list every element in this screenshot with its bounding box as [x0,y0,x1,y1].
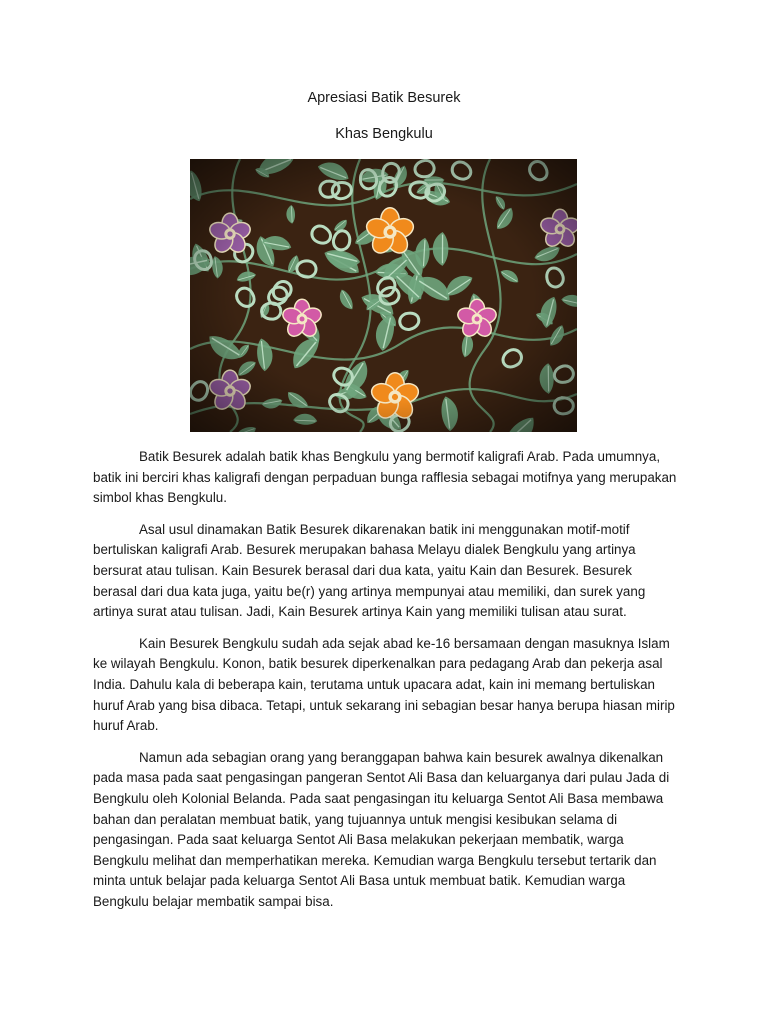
batik-pattern-image [190,159,577,432]
paragraph-4: Namun ada sebagian orang yang beranggapan bahwa kain besurek awalnya dikenalkan pada masa pada saat pengasingan pangeran Sentot Ali Basa dan keluarganya dari pulau Jada di Bengkulu oleh Kolonial Belanda. Pada saat pengasingan itu keluarga Sentot Ali Basa membawa bahan dan peralatan membuat batik, yang tujuannya untuk mengisi kesibukan selama di pengasingan. Pada saat keluarga Sentot Ali Basa melakukan pekerjaan membatik, warga Bengkulu melihat dan memperhatikan mereka. Kemudian warga Bengkulu tersebut tertarik dan minta untuk belajar pada keluarga Sentot Ali Basa untuk membuat batik. Kemudian warga Bengkulu belajar membatik sampai bisa. [93,749,670,909]
article-body [93,447,678,923]
page-title: Apresiasi Batik Besurek [307,90,461,106]
batik-besurek-photo [190,159,577,432]
paragraph-3: Kain Besurek Bengkulu sudah ada sejak abad ke-16 bersamaan dengan masuknya Islam ke wilayah Bengkulu. Konon, batik besurek diperkenalkan para pedagang Arab dan pekerja asal India. Dahulu kala di beberapa kain, terutama untuk upacara adat, kain ini memang bertuliskan huruf Arab yang bisa dibaca. Tetapi, untuk sekarang ini sebagian besar hanya berupa hiasan mirip huruf Arab. [93,635,675,734]
paragraph-1: Batik Besurek adalah batik khas Bengkulu yang bermotif kaligrafi Arab. Pada umumnya, batik ini berciri khas kaligrafi dengan perpaduan bunga rafflesia sebagai motifnya yang merupakan simbol khas Bengkulu. [93,449,677,506]
page-subtitle: Khas Bengkulu [335,126,433,142]
paragraph-2: Asal usul dinamakan Batik Besurek dikarenakan batik ini menggunakan motif-motif bertuliskan kaligrafi Arab. Besurek merupakan bahasa Melayu dialek Bengkulu yang artinya bersurat atau tulisan. Kain Besurek berasal dari dua kata, yaitu Kain dan Besurek. Besurek berasal dari dua kata juga, yaitu be(r) yang artinya mempunyai atau memiliki, dan surek yang artinya surat atau tulisan. Jadi, Kain Besurek artinya Kain yang memiliki tulisan atau surat. [93,521,646,620]
